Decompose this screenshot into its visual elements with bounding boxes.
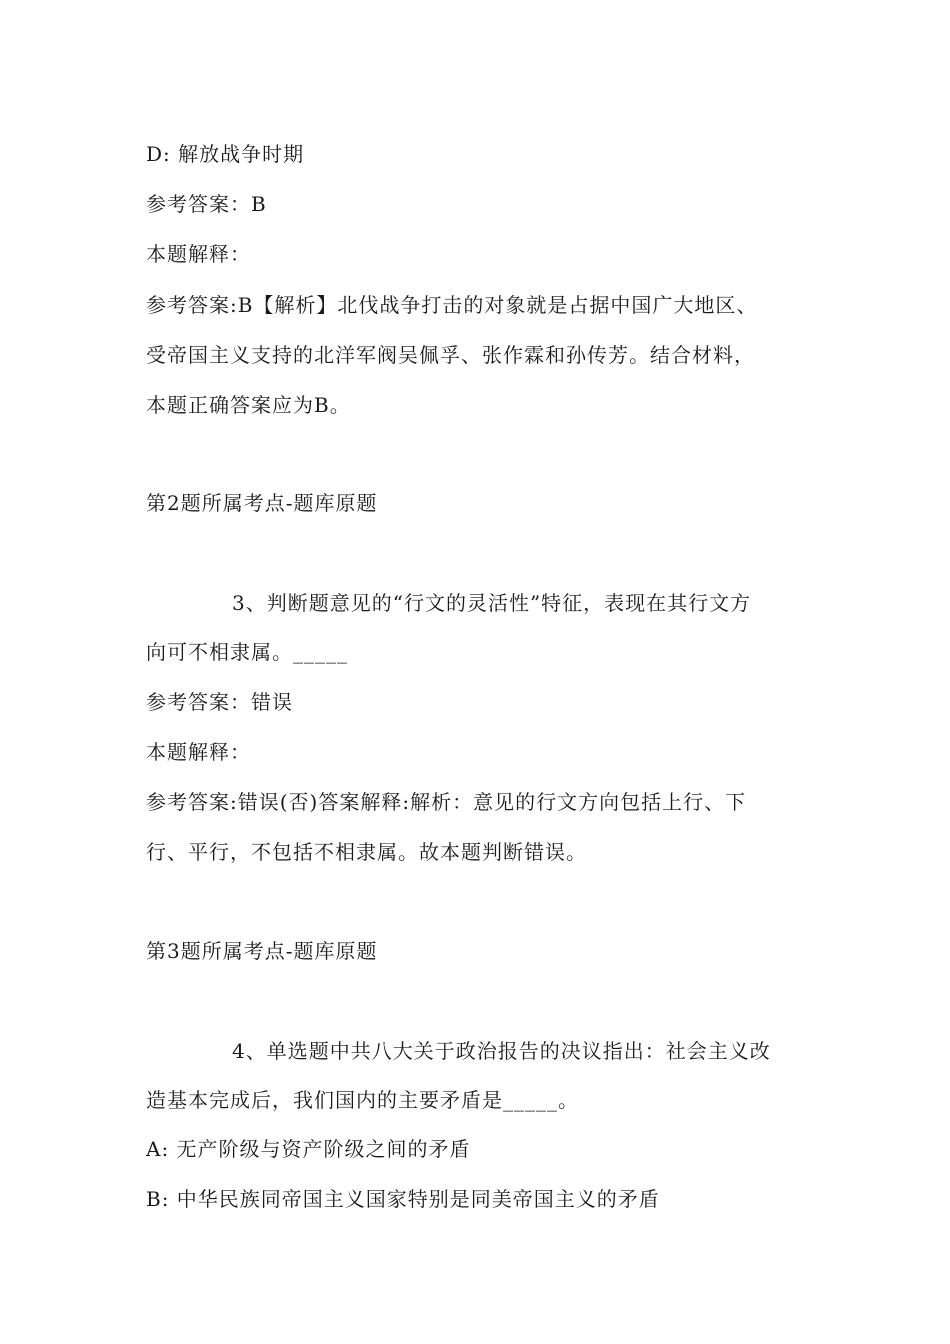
q4-question-line: 4、单选题中共八大关于政治报告的决议指出：社会主义改 — [232, 1039, 771, 1063]
q2-topic: 第2题所属考点-题库原题 — [146, 491, 378, 515]
q3-explain-line: 参考答案:错误(否)答案解释:解析：意见的行文方向包括上行、下 — [146, 790, 747, 814]
q3-question-line: 3、判断题意见的“行文的灵活性”特征，表现在其行文方 — [232, 591, 752, 615]
q3-explain-line: 行、平行，不包括不相隶属。故本题判断错误。 — [146, 840, 587, 864]
q1-explain-line: 参考答案:B【解析】北伐战争打击的对象就是占据中国广大地区、 — [146, 293, 758, 317]
q1-option-d: D: 解放战争时期 — [146, 142, 305, 166]
q4-option-a: A: 无产阶级与资产阶级之间的矛盾 — [146, 1137, 471, 1161]
q3-explain-label: 本题解释： — [146, 740, 251, 764]
q3-topic: 第3题所属考点-题库原题 — [146, 939, 378, 963]
q1-explain-label: 本题解释： — [146, 242, 251, 266]
q1-explain-line: 受帝国主义支持的北洋军阀吴佩孚、张作霖和孙传芳。结合材料， — [146, 343, 755, 367]
q4-question-line: 造基本完成后，我们国内的主要矛盾是_____。 — [146, 1088, 579, 1112]
q3-question-line: 向可不相隶属。_____ — [146, 640, 348, 664]
q3-answer: 参考答案：错误 — [146, 690, 293, 714]
q4-option-b: B: 中华民族同帝国主义国家特别是同美帝国主义的矛盾 — [146, 1187, 660, 1211]
q1-answer: 参考答案：B — [146, 192, 267, 216]
q1-explain-line: 本题正确答案应为B。 — [146, 393, 351, 417]
